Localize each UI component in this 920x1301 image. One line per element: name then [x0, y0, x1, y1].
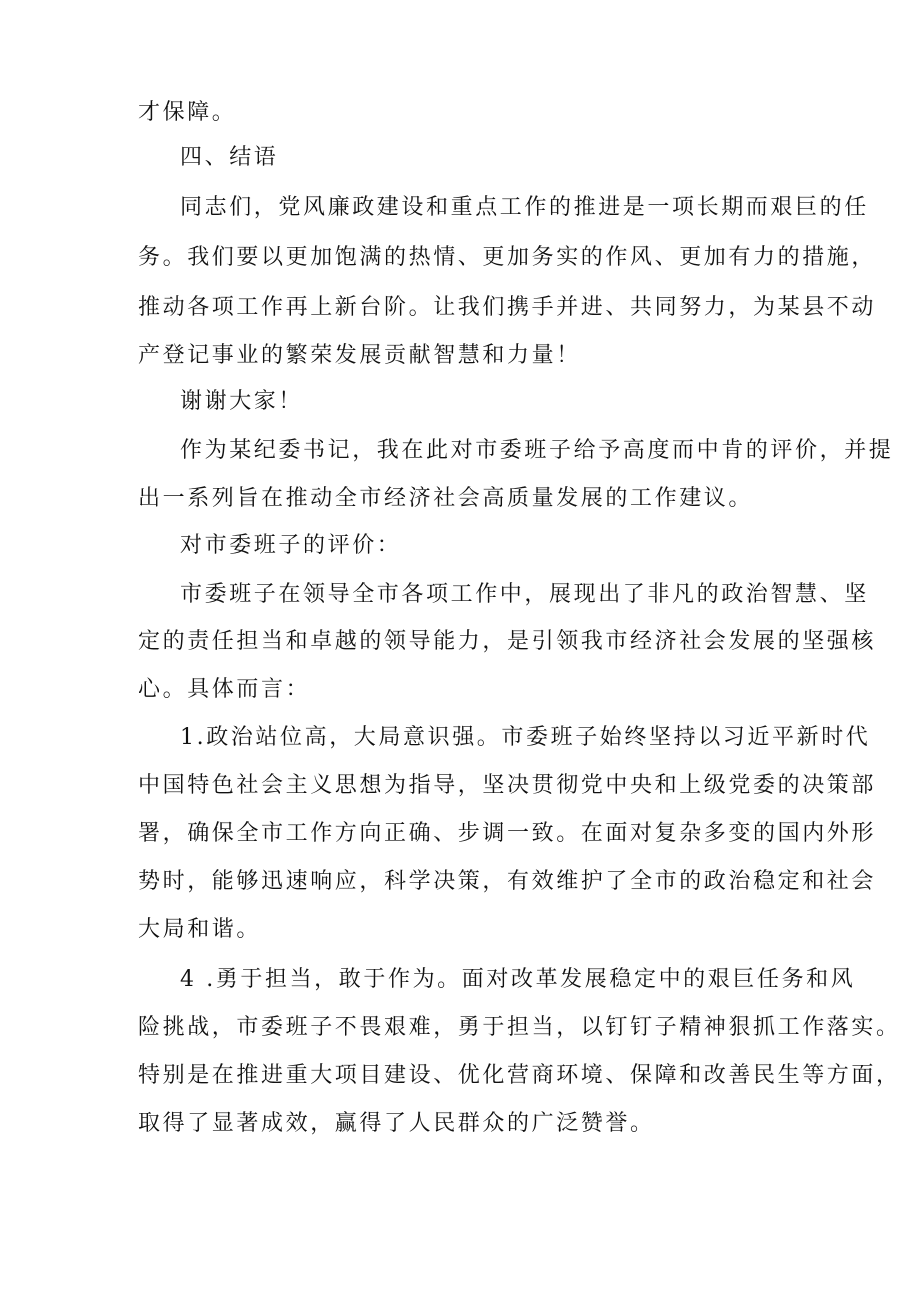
text-line: 定的责任担当和卓越的领导能力，是引领我市经济社会发展的坚强核 — [138, 629, 877, 654]
text-line: 心。具体而言： — [138, 677, 311, 702]
text-line: 中国特色社会主义思想为指导，坚决贯彻党中央和上级党委的决策部 — [138, 773, 877, 798]
text-line: 1.政治站位高，大局意识强。市委班子始终坚持以习近平新时代 — [180, 725, 871, 750]
text-line: 同志们，党风廉政建设和重点工作的推进是一项长期而艰巨的任 — [180, 195, 869, 220]
text-line: 势时，能够迅速响应，科学决策，有效维护了全市的政治稳定和社会 — [138, 869, 877, 894]
text-line: 特别是在推进重大项目建设、优化营商环境、保障和改善民生等方面， — [138, 1063, 901, 1088]
text-line: 推动各项工作再上新台阶。让我们携手并进、共同努力，为某县不动 — [138, 295, 877, 320]
text-line: 谢谢大家！ — [180, 389, 304, 414]
text-line: 市委班子在领导全市各项工作中，展现出了非凡的政治智慧、坚 — [180, 582, 869, 607]
text-line: 险挑战，市委班子不畏艰难，勇于担当，以钉钉子精神狠抓工作落实。 — [138, 1015, 901, 1040]
text-line: 产登记事业的繁荣发展贡献智慧和力量！ — [138, 343, 581, 368]
text-line: 出一系列旨在推动全市经济社会高质量发展的工作建议。 — [138, 486, 754, 511]
text-line: 4 .勇于担当，敢于作为。面对改革发展稳定中的艰巨任务和风 — [180, 967, 856, 992]
subheading-line: 对市委班子的评价： — [180, 533, 402, 558]
text-line: 取得了显著成效，赢得了人民群众的广泛赞誉。 — [138, 1111, 655, 1136]
section-heading: 四、结语 — [180, 145, 279, 170]
text-line: 务。我们要以更加饱满的热情、更加务实的作风、更加有力的措施， — [138, 245, 877, 270]
text-line: 作为某纪委书记，我在此对市委班子给予高度而中肯的评价，并提 — [180, 438, 894, 463]
text-line: 署，确保全市工作方向正确、步调一致。在面对复杂多变的国内外形 — [138, 821, 877, 846]
text-line: 才保障。 — [138, 100, 237, 125]
text-line: 大局和谐。 — [138, 917, 262, 942]
